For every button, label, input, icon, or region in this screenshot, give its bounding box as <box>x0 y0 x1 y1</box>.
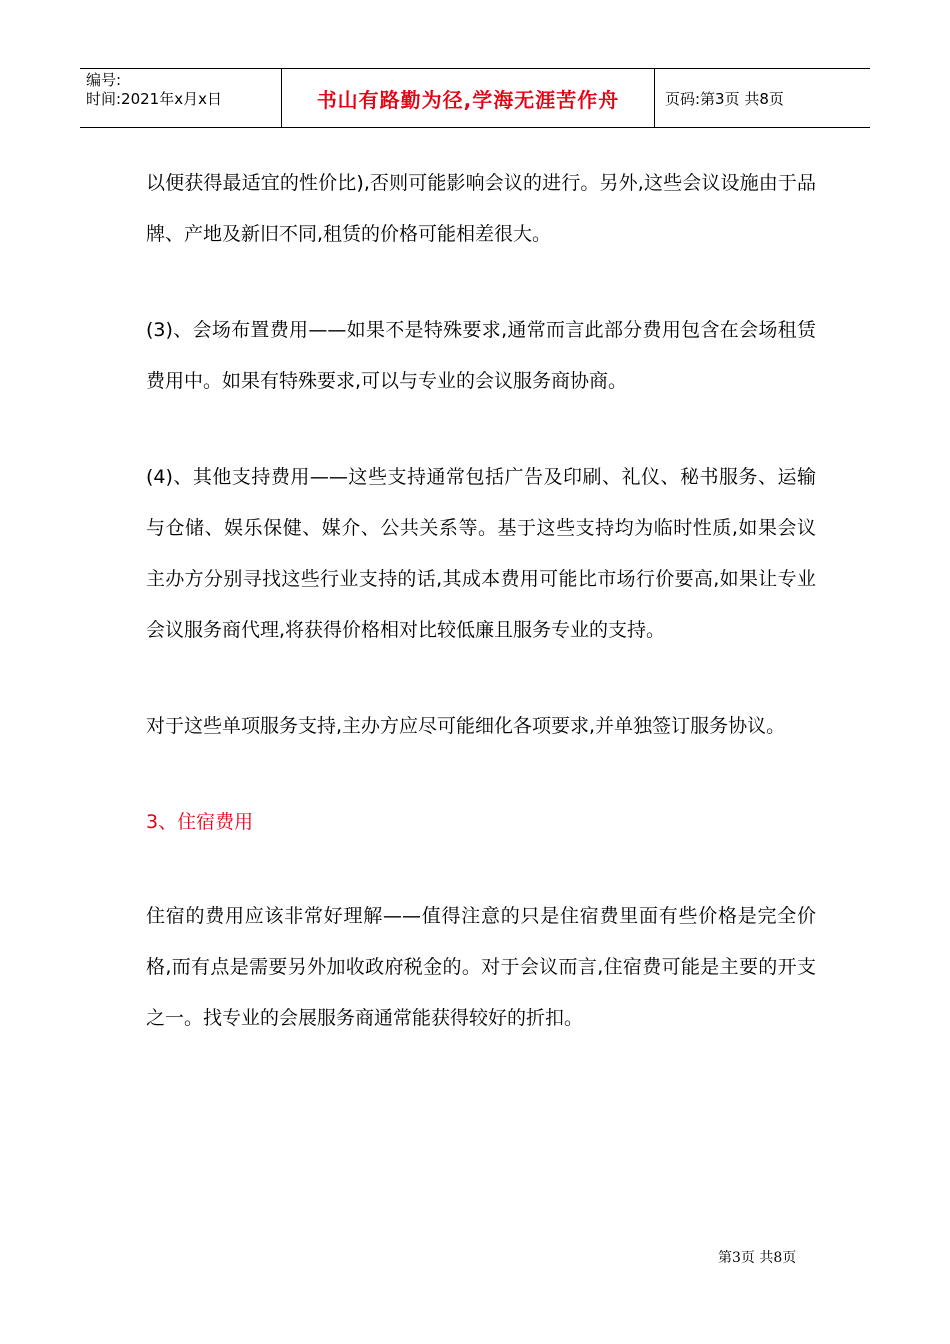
paragraph-2: (3)、会场布置费用——如果不是特殊要求,通常而言此部分费用包含在会场租赁费用中。如果有特殊要求,可以与专业的会议服务商协商。 <box>146 319 816 392</box>
paragraph-1: 以便获得最适宜的性价比),否则可能影响会议的进行。另外,这些会议设施由于品牌、产地及新旧不同,租赁的价格可能相差很大。 <box>146 172 816 245</box>
page-footer: 第3页 共8页 <box>718 1250 797 1266</box>
paragraph-4: 对于这些单项服务支持,主办方应尽可能细化各项要求,并单独签订服务协议。 <box>146 715 786 737</box>
header-meta <box>80 69 282 127</box>
document-body <box>146 158 816 1089</box>
page-header <box>80 68 870 128</box>
paragraph-5: 住宿的费用应该非常好理解——值得注意的只是住宿费里面有些价格是完全价格,而有点是需要另外加收政府税金的。对于会议而言,住宿费可能是主要的开支之一。找专业的会展服务商通常能获得较好的折扣。 <box>146 905 816 1029</box>
header-motto: 书山有路勤为径,学海无涯苦作舟 <box>282 69 655 127</box>
header-page-label: 页码:第3页 共8页 <box>665 89 784 108</box>
section-title: 3、住宿费用 <box>146 811 254 833</box>
paragraph-3: (4)、其他支持费用——这些支持通常包括广告及印刷、礼仪、秘书服务、运输与仓储、娱乐保健、媒介、公共关系等。基于这些支持均为临时性质,如果会议主办方分别寻找这些行业支持的话,其成本费用可能比市场行价要高,如果让专业会议服务商代理,将获得价格相对比较低廉且服务专业的支持。 <box>146 466 816 641</box>
serial-label: 编号: <box>86 71 122 89</box>
time-label: 时间:2021年x月x日 <box>86 90 222 108</box>
